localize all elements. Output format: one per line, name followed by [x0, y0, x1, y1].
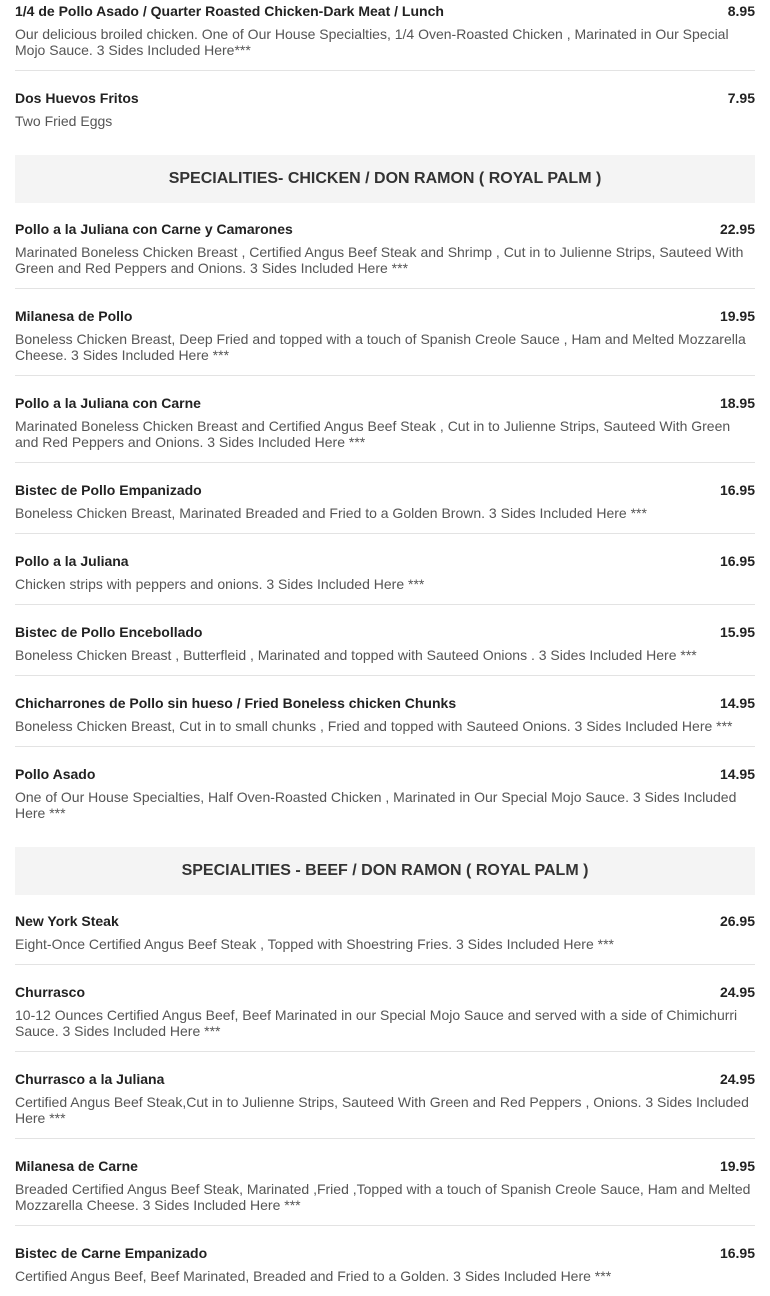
menu-item[interactable]	[15, 676, 755, 747]
menu-item-header	[15, 624, 755, 641]
menu-item-price: 8.95	[727, 3, 755, 19]
menu-item-header	[15, 766, 755, 783]
menu-item-header	[15, 913, 755, 930]
menu-item-price: 19.95	[719, 1158, 755, 1174]
menu-item[interactable]	[15, 965, 755, 1052]
menu-item-description: 10-12 Ounces Certified Angus Beef, Beef Marinated in our Special Mojo Sauce and served with a side of Chimichurri Sauce. 3 Sides Included Here ***	[15, 1007, 738, 1039]
menu-item-description: Boneless Chicken Breast , Butterfleid , Marinated and topped with Sauteed Onions . 3 Sides Included Here ***	[15, 647, 697, 663]
menu-item-price: 16.95	[719, 482, 755, 498]
menu-item[interactable]	[15, 747, 755, 833]
menu-item-price: 24.95	[719, 984, 755, 1000]
menu-item[interactable]	[15, 1139, 755, 1226]
menu-item-price: 7.95	[727, 90, 755, 106]
menu-item-name: Milanesa de Carne	[15, 1158, 138, 1174]
menu-item[interactable]	[15, 0, 755, 71]
menu-item[interactable]	[15, 205, 755, 289]
menu-item-name: Churrasco	[15, 984, 86, 1000]
menu-item-name: Milanesa de Pollo	[15, 308, 133, 324]
menu-item-description: Marinated Boneless Chicken Breast and Certified Angus Beef Steak , Cut in to Julienne Strips, Sauteed With Green and Red Peppers and Onions. 3 Sides Included Here ***	[15, 418, 731, 450]
menu-item-name: Bistec de Carne Empanizado	[15, 1245, 208, 1261]
menu-item-header	[15, 695, 755, 712]
menu-item-name: Bistec de Pollo Empanizado	[15, 482, 202, 498]
menu-item-name: Dos Huevos Fritos	[15, 90, 139, 106]
section-header-chicken: SPECIALITIES- CHICKEN / DON RAMON ( ROYAL PALM )	[15, 155, 755, 203]
menu-item-header	[15, 984, 755, 1001]
menu-item-name: 1/4 de Pollo Asado / Quarter Roasted Chicken-Dark Meat / Lunch	[15, 3, 444, 19]
menu-item-header	[15, 395, 755, 412]
menu-item-price: 15.95	[719, 624, 755, 640]
menu-item-price: 18.95	[719, 395, 755, 411]
menu-item-description: Chicken strips with peppers and onions. 3 Sides Included Here ***	[15, 576, 425, 592]
menu-item-description: Eight-Once Certified Angus Beef Steak , Topped with Shoestring Fries. 3 Sides Included Here ***	[15, 936, 614, 952]
menu-item-price: 14.95	[719, 766, 755, 782]
menu-item-header	[15, 482, 755, 499]
menu-item-price: 16.95	[719, 1245, 755, 1261]
menu-item-header	[15, 221, 755, 238]
menu-item[interactable]	[15, 376, 755, 463]
menu-item-name: Bistec de Pollo Encebollado	[15, 624, 203, 640]
menu-item-description: Breaded Certified Angus Beef Steak, Marinated ,Fried ,Topped with a touch of Spanish Creole Sauce, Ham and Melted Mozzarella Cheese. 3 Sides Included Here ***	[15, 1181, 751, 1213]
menu-item-name: Churrasco a la Juliana	[15, 1071, 165, 1087]
menu-item-description: Boneless Chicken Breast, Cut in to small chunks , Fried and topped with Sauteed Onions. 3 Sides Included Here ***	[15, 718, 733, 734]
menu-item[interactable]	[15, 463, 755, 534]
menu-item-name: Pollo Asado	[15, 766, 96, 782]
menu-item[interactable]	[15, 289, 755, 376]
menu-item[interactable]	[15, 534, 755, 605]
menu-page	[15, 0, 755, 1296]
menu-item[interactable]	[15, 897, 755, 965]
menu-item-description: One of Our House Specialties, Half Oven-Roasted Chicken , Marinated in Our Special Mojo Sauce. 3 Sides Included Here ***	[15, 789, 737, 821]
menu-item-description: Two Fried Eggs	[15, 113, 113, 129]
menu-item-header	[15, 90, 755, 107]
menu-item-header	[15, 1158, 755, 1175]
menu-item-price: 22.95	[719, 221, 755, 237]
menu-item-description: Our delicious broiled chicken. One of Our House Specialties, 1/4 Oven-Roasted Chicken , Marinated in Our Special Mojo Sauce. 3 Sides Included Here***	[15, 26, 729, 58]
section-header-beef: SPECIALITIES - BEEF / DON RAMON ( ROYAL PALM )	[15, 847, 755, 895]
menu-item-header	[15, 1245, 755, 1262]
menu-item-price: 26.95	[719, 913, 755, 929]
menu-item-header	[15, 308, 755, 325]
menu-item-description: Certified Angus Beef Steak,Cut in to Julienne Strips, Sauteed With Green and Red Peppers , Onions. 3 Sides Included Here ***	[15, 1094, 749, 1126]
menu-item-description: Certified Angus Beef, Beef Marinated, Breaded and Fried to a Golden. 3 Sides Included Here ***	[15, 1268, 612, 1284]
menu-item-name: New York Steak	[15, 913, 119, 929]
menu-item-name: Chicharrones de Pollo sin hueso / Fried Boneless chicken Chunks	[15, 695, 457, 711]
menu-item-price: 14.95	[719, 695, 755, 711]
menu-item-description: Boneless Chicken Breast, Deep Fried and topped with a touch of Spanish Creole Sauce , Ham and Melted Mozzarella Cheese. 3 Sides Included Here ***	[15, 331, 746, 363]
menu-item-price: 19.95	[719, 308, 755, 324]
menu-item-header	[15, 553, 755, 570]
menu-item-header	[15, 1071, 755, 1088]
menu-item[interactable]	[15, 1052, 755, 1139]
menu-item-name: Pollo a la Juliana	[15, 553, 129, 569]
menu-item-name: Pollo a la Juliana con Carne	[15, 395, 201, 411]
menu-item-description: Boneless Chicken Breast, Marinated Breaded and Fried to a Golden Brown. 3 Sides Included Here ***	[15, 505, 647, 521]
menu-item-description: Marinated Boneless Chicken Breast , Certified Angus Beef Steak and Shrimp , Cut in to Julienne Strips, Sauteed With Green and Red Peppers and Onions. 3 Sides Included Here ***	[15, 244, 744, 276]
menu-item[interactable]	[15, 605, 755, 676]
menu-item-name: Pollo a la Juliana con Carne y Camarones	[15, 221, 293, 237]
menu-item-header	[15, 3, 755, 20]
menu-item[interactable]	[15, 71, 755, 141]
menu-item[interactable]	[15, 1226, 755, 1296]
menu-item-price: 16.95	[719, 553, 755, 569]
menu-item-price: 24.95	[719, 1071, 755, 1087]
